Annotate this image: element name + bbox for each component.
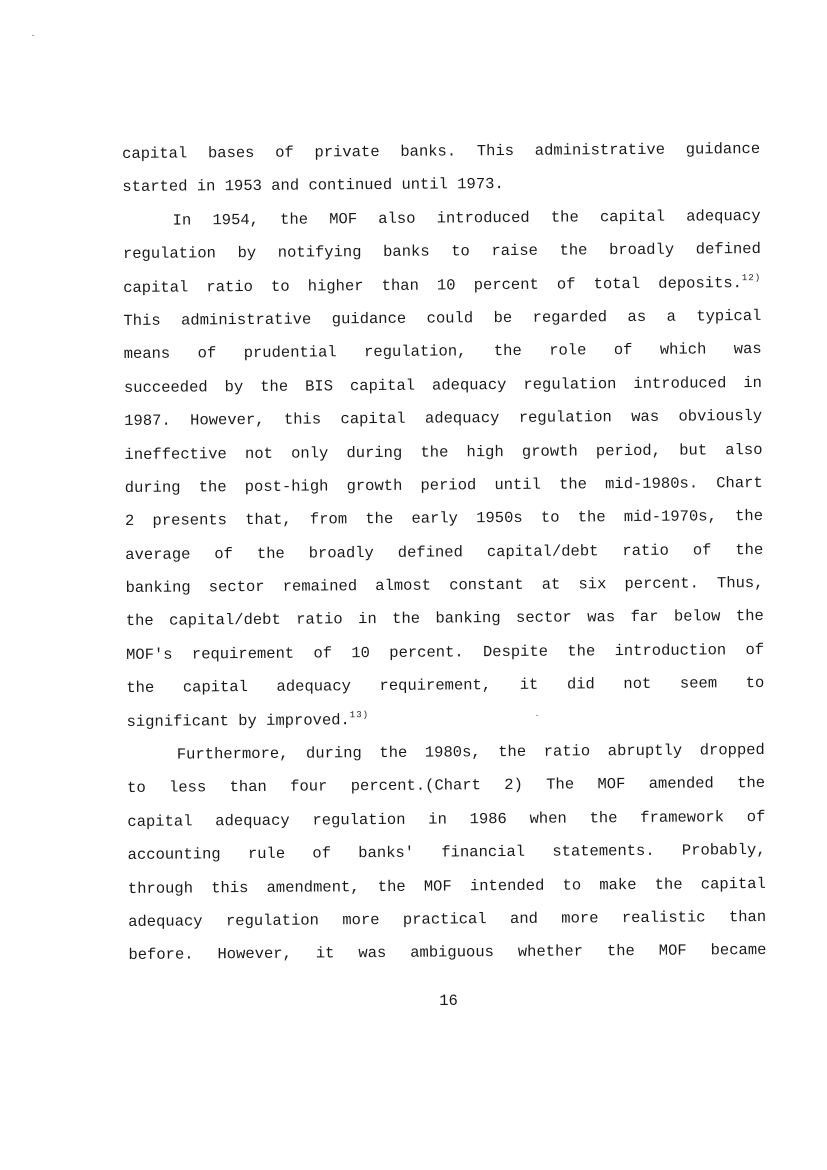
text-line: accounting rule of banks' financial statements. Probably, <box>127 841 766 865</box>
text-line: banking sector remained almost constant at six percent. Thus, <box>125 574 764 598</box>
text-line: the capital adequacy requirement, it did not seem to <box>126 674 765 698</box>
text-line: adequacy regulation more practical and more realistic than <box>128 907 767 931</box>
text-line-content: significant by improved. <box>126 710 350 731</box>
text-line: average of the broadly defined capital/debt ratio of the <box>125 540 764 564</box>
scan-speck <box>32 35 34 36</box>
text-line: regulation by notifying banks to raise the broadly defined <box>122 240 761 264</box>
text-line: 2 presents that, from the early 1950s to the mid-1970s, the <box>124 507 764 531</box>
text-line: before. However, it was ambiguous whether the MOF became <box>128 941 767 965</box>
text-line: succeeded by the BIS capital adequacy regulation introduced in <box>123 373 763 397</box>
text-line: In 1954, the MOF also introduced the capital adequacy <box>172 206 761 230</box>
text-line <box>123 267 761 305</box>
text-line: capital bases of private banks. This administrative guidance <box>122 139 761 163</box>
text-line: 1987. However, this capital adequacy regulation was obviously <box>124 407 763 431</box>
footnote-ref-12: 12) <box>741 272 762 283</box>
footnote-ref-13: 13) <box>349 709 370 720</box>
page-number: 16 <box>439 992 458 1010</box>
text-line: Furthermore, during the 1980s, the ratio abruptly dropped <box>176 741 765 764</box>
text-line: during the post-high growth period until the mid-1980s. Chart <box>124 473 763 497</box>
text-line: started in 1953 and continued until 1973. <box>122 175 504 197</box>
text-line: MOF's requirement of 10 percent. Despite the introduction of <box>125 640 765 664</box>
text-line: through this amendment, the MOF intended to make the capital <box>127 874 766 898</box>
text-line <box>126 701 764 739</box>
text-line: to less than four percent.(Chart 2) The MOF amended the <box>127 774 766 798</box>
text-line: ineffective not only during the high growth period, but also <box>124 440 763 464</box>
text-line: capital adequacy regulation in 1986 when the framework of <box>127 807 766 831</box>
text-line-content: capital ratio to higher than 10 percent of total deposits. <box>123 273 743 297</box>
text-line: means of prudential regulation, the role of which was <box>123 340 762 364</box>
text-line: This administrative guidance could be regarded as a typical <box>123 306 762 330</box>
text-line: the capital/debt ratio in the banking sector was far below the <box>125 607 764 631</box>
body-text <box>122 133 767 973</box>
